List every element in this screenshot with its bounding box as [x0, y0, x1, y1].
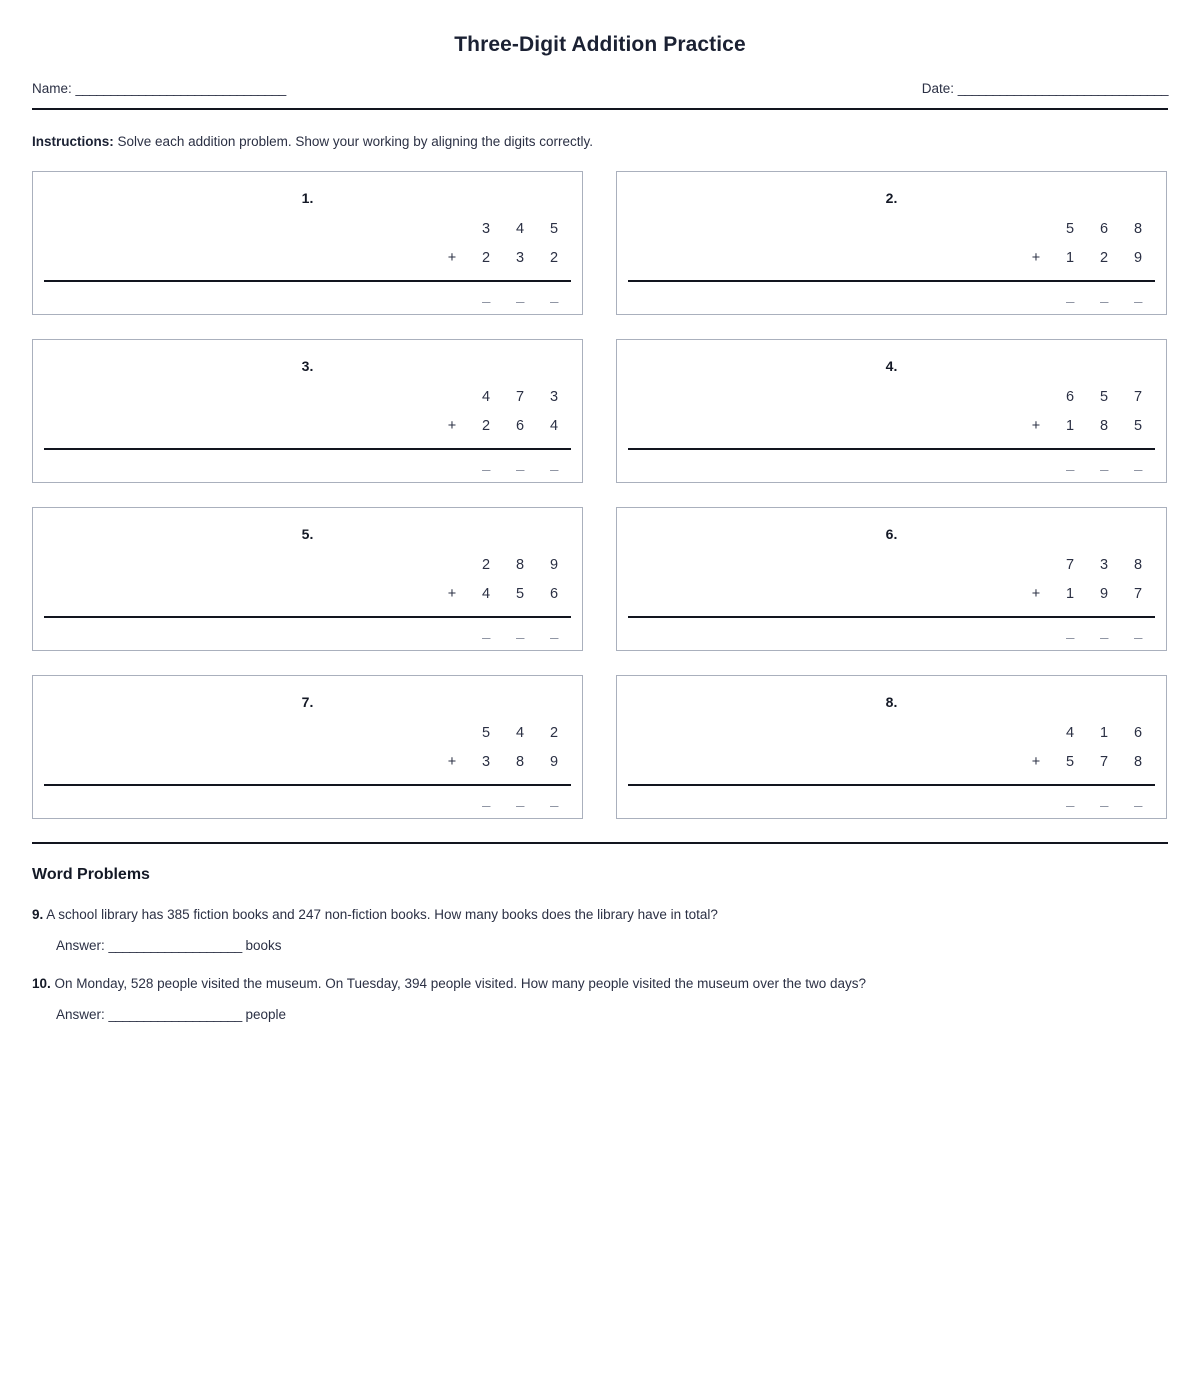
addend-digit: 5	[1065, 754, 1075, 771]
plus-operator-icon: +	[447, 586, 457, 603]
word-problems-list	[32, 906, 1168, 1022]
sum-answer-row[interactable]	[33, 786, 582, 814]
word-problem-number: 10.	[32, 976, 51, 992]
addend-digit: 9	[1133, 250, 1143, 267]
word-problem-answer-line[interactable]	[32, 938, 1168, 953]
addend-row-first	[617, 383, 1155, 412]
addend-digit: 2	[1099, 250, 1109, 267]
addend-digit: 4	[1065, 725, 1075, 742]
addend-digit: 4	[549, 418, 559, 435]
addend-digit: 6	[515, 418, 525, 435]
addend-row-first	[33, 383, 571, 412]
answer-digit-blank[interactable]: _	[1100, 456, 1108, 473]
addend-digit: 1	[1065, 418, 1075, 435]
addend-row-first	[33, 551, 571, 580]
plus-operator-icon: +	[1031, 418, 1041, 435]
problem-number: 7.	[301, 693, 314, 710]
word-problems-heading: Word Problems	[32, 865, 150, 883]
answer-row-spacer	[1019, 457, 1053, 472]
student-info-row	[32, 82, 1168, 97]
plus-operator-icon: +	[447, 754, 457, 771]
answer-digit-blank[interactable]: _	[550, 792, 558, 809]
addend-digit: 2	[549, 725, 559, 742]
problem-box	[32, 339, 583, 483]
sum-answer-row[interactable]	[33, 282, 582, 310]
addend-row-second	[617, 244, 1155, 273]
problem-box	[32, 507, 583, 651]
operator-spacer	[1019, 558, 1053, 573]
problem-box	[32, 675, 583, 819]
sum-answer-row[interactable]	[617, 786, 1166, 814]
addend-row-first	[33, 719, 571, 748]
answer-digit-blank[interactable]: _	[550, 288, 558, 305]
sum-answer-row[interactable]	[33, 450, 582, 478]
answer-blank-line[interactable]: ___________________	[108, 1007, 242, 1023]
addend-digit: 2	[481, 557, 491, 574]
addition-stack	[33, 215, 582, 273]
plus-operator-icon: +	[447, 250, 457, 267]
addend-row-second	[33, 412, 571, 441]
answer-digit-blank[interactable]: _	[1066, 624, 1074, 641]
addition-stack	[617, 719, 1166, 777]
addition-stack	[617, 551, 1166, 609]
page-title: Three-Digit Addition Practice	[454, 33, 746, 56]
addend-digit: 5	[1099, 389, 1109, 406]
addend-row-first	[617, 215, 1155, 244]
addend-digit: 3	[549, 389, 559, 406]
addend-digit: 1	[1099, 725, 1109, 742]
sum-answer-row[interactable]	[617, 282, 1166, 310]
answer-row-spacer	[435, 457, 469, 472]
addition-stack	[33, 551, 582, 609]
answer-row-spacer	[435, 625, 469, 640]
addend-digit: 7	[515, 389, 525, 406]
addend-row-second	[617, 412, 1155, 441]
addend-digit: 6	[1099, 221, 1109, 238]
answer-digit-blank[interactable]: _	[1134, 456, 1142, 473]
instructions-label: Instructions:	[32, 133, 114, 149]
answer-digit-blank[interactable]: _	[550, 456, 558, 473]
word-problem	[32, 906, 1168, 953]
problem-number: 4.	[885, 357, 898, 374]
operator-spacer	[1019, 390, 1053, 405]
date-label: Date:	[921, 81, 954, 96]
operator-spacer	[435, 558, 469, 573]
header-divider	[32, 108, 1168, 110]
addition-stack	[617, 215, 1166, 273]
answer-row-spacer	[1019, 625, 1053, 640]
addend-digit: 9	[549, 557, 559, 574]
addend-row-first	[617, 719, 1155, 748]
answer-digit-blank[interactable]: _	[516, 456, 524, 473]
addend-digit: 4	[481, 389, 491, 406]
plus-operator-icon: +	[1031, 586, 1041, 603]
plus-operator-icon: +	[1031, 250, 1041, 267]
addend-digit: 8	[1133, 221, 1143, 238]
answer-blank-line[interactable]: ___________________	[108, 938, 242, 954]
addend-digit: 5	[549, 221, 559, 238]
addend-digit: 1	[1065, 586, 1075, 603]
addend-digit: 5	[515, 586, 525, 603]
addend-digit: 9	[549, 754, 559, 771]
addend-row-second	[33, 580, 571, 609]
answer-digit-blank[interactable]: _	[1134, 288, 1142, 305]
word-problem-number: 9.	[32, 906, 44, 922]
answer-digit-blank[interactable]: _	[1134, 792, 1142, 809]
answer-digit-blank[interactable]: _	[516, 792, 524, 809]
answer-digit-blank[interactable]: _	[1066, 792, 1074, 809]
word-problem-body: A school library has 385 fiction books and 247 non-fiction books. How many books does the library have in total?	[46, 906, 718, 922]
operator-spacer	[435, 222, 469, 237]
word-problem-body: On Monday, 528 people visited the museum. On Tuesday, 394 people visited. How many people visited the museum over the two days?	[54, 976, 866, 992]
addition-stack	[33, 383, 582, 441]
instructions-text: Solve each addition problem. Show your working by aligning the digits correctly.	[117, 133, 594, 149]
addend-digit: 4	[515, 725, 525, 742]
answer-digit-blank[interactable]: _	[482, 624, 490, 641]
date-field[interactable]	[922, 82, 1168, 97]
answer-digit-blank[interactable]: _	[1066, 288, 1074, 305]
addend-digit: 9	[1099, 586, 1109, 603]
word-problem-text	[32, 906, 1168, 924]
answer-row-spacer	[435, 289, 469, 304]
addend-digit: 6	[1065, 389, 1075, 406]
problem-number: 6.	[885, 525, 898, 542]
answer-unit: books	[245, 938, 282, 954]
answer-digit-blank[interactable]: _	[1100, 288, 1108, 305]
problem-number: 3.	[301, 357, 314, 374]
sum-answer-row[interactable]	[617, 618, 1166, 646]
date-blank-line[interactable]: ______________________________	[957, 81, 1168, 96]
addend-digit: 3	[1099, 557, 1109, 574]
addend-digit: 4	[481, 586, 491, 603]
addend-digit: 3	[481, 754, 491, 771]
plus-operator-icon: +	[447, 418, 457, 435]
addition-stack	[33, 719, 582, 777]
addend-digit: 8	[1133, 754, 1143, 771]
answer-digit-blank[interactable]: _	[516, 288, 524, 305]
answer-row-spacer	[435, 793, 469, 808]
problem-box	[616, 507, 1167, 651]
answer-digit-blank[interactable]: _	[482, 456, 490, 473]
addend-row-first	[617, 551, 1155, 580]
answer-unit: people	[245, 1007, 287, 1023]
answer-digit-blank[interactable]: _	[1134, 624, 1142, 641]
addend-digit: 5	[481, 725, 491, 742]
answer-row-spacer	[1019, 793, 1053, 808]
instructions	[32, 134, 1168, 149]
addend-row-second	[617, 748, 1155, 777]
addition-stack	[617, 383, 1166, 441]
addend-digit: 7	[1065, 557, 1075, 574]
answer-digit-blank[interactable]: _	[516, 624, 524, 641]
addend-row-first	[33, 215, 571, 244]
name-label: Name:	[32, 81, 72, 96]
addend-digit: 1	[1065, 250, 1075, 267]
addend-digit: 3	[481, 221, 491, 238]
answer-digit-blank[interactable]: _	[550, 624, 558, 641]
answer-digit-blank[interactable]: _	[1100, 792, 1108, 809]
addend-digit: 8	[1099, 418, 1109, 435]
word-problem-answer-line[interactable]	[32, 1007, 1168, 1022]
operator-spacer	[1019, 222, 1053, 237]
operator-spacer	[435, 726, 469, 741]
addend-digit: 6	[1133, 725, 1143, 742]
addend-digit: 8	[515, 754, 525, 771]
problem-box	[616, 675, 1167, 819]
sum-answer-row[interactable]	[33, 618, 582, 646]
word-problem-text	[32, 975, 1168, 993]
plus-operator-icon: +	[1031, 754, 1041, 771]
problem-box	[616, 339, 1167, 483]
addend-digit: 2	[481, 418, 491, 435]
addend-digit: 8	[1133, 557, 1143, 574]
problem-number: 2.	[885, 189, 898, 206]
answer-label: Answer:	[56, 1007, 105, 1023]
addend-row-second	[33, 244, 571, 273]
answer-digit-blank[interactable]: _	[482, 288, 490, 305]
addend-digit: 7	[1133, 389, 1143, 406]
answer-digit-blank[interactable]: _	[482, 792, 490, 809]
problem-box	[616, 171, 1167, 315]
answer-digit-blank[interactable]: _	[1066, 456, 1074, 473]
addend-row-second	[617, 580, 1155, 609]
sum-answer-row[interactable]	[617, 450, 1166, 478]
addend-digit: 7	[1099, 754, 1109, 771]
name-field[interactable]	[32, 82, 286, 97]
problem-box	[32, 171, 583, 315]
answer-row-spacer	[1019, 289, 1053, 304]
answer-digit-blank[interactable]: _	[1100, 624, 1108, 641]
addend-digit: 6	[549, 586, 559, 603]
addend-digit: 5	[1133, 418, 1143, 435]
answer-label: Answer:	[56, 938, 105, 954]
problem-number: 5.	[301, 525, 314, 542]
operator-spacer	[1019, 726, 1053, 741]
addend-digit: 2	[549, 250, 559, 267]
addend-digit: 4	[515, 221, 525, 238]
operator-spacer	[435, 390, 469, 405]
name-blank-line[interactable]: ______________________________	[75, 81, 286, 96]
addend-digit: 2	[481, 250, 491, 267]
problem-grid	[32, 171, 1168, 819]
addend-row-second	[33, 748, 571, 777]
addend-digit: 8	[515, 557, 525, 574]
addend-digit: 5	[1065, 221, 1075, 238]
addend-digit: 7	[1133, 586, 1143, 603]
section-divider	[32, 842, 1168, 844]
word-problem	[32, 975, 1168, 1022]
addend-digit: 3	[515, 250, 525, 267]
problem-number: 8.	[885, 693, 898, 710]
problem-number: 1.	[301, 189, 314, 206]
